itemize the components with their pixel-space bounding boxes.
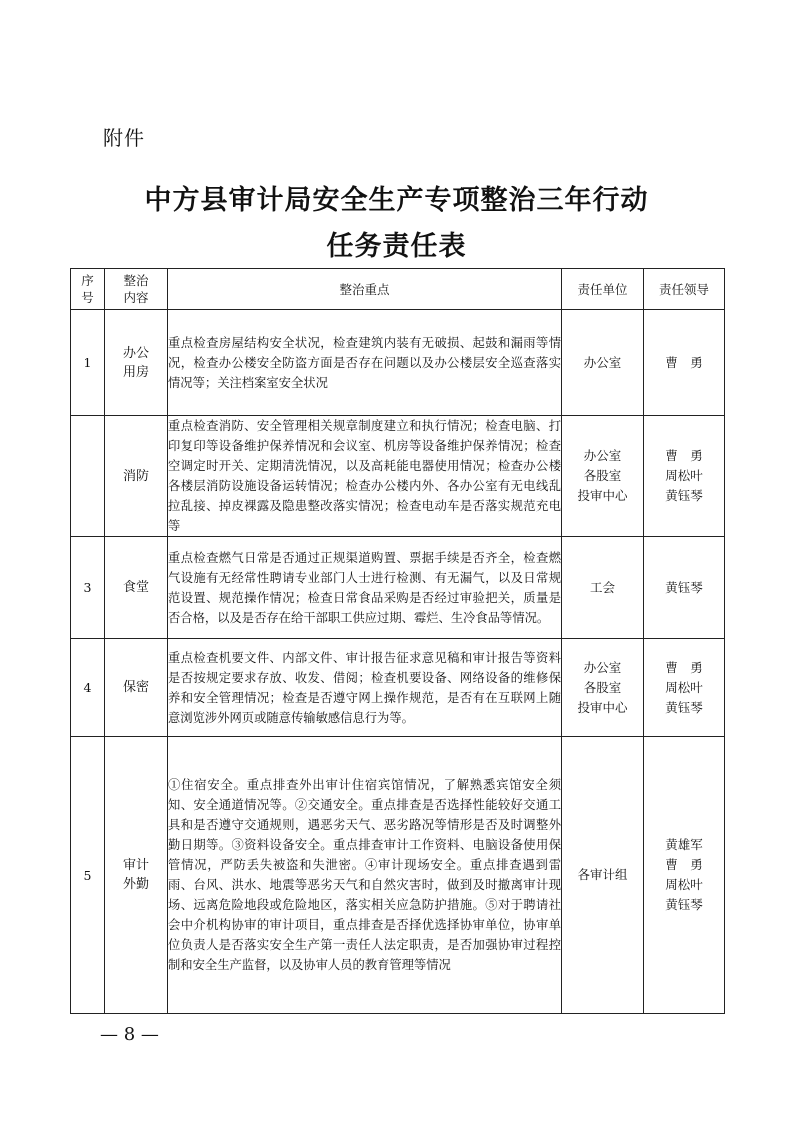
- row-leader-line: 黄钰琴: [665, 488, 703, 503]
- row-leader-line: 周松叶: [665, 679, 703, 695]
- row-focus: 重点检查房屋结构安全状况，检查建筑内装有无破损、起鼓和漏雨等情况，检查办公楼安全防盗方面是否存在问题以及办公楼层安全巡查落实情况等；关注档案室安全状况: [168, 310, 562, 416]
- row-number: 3: [71, 537, 105, 639]
- row-unit-line: 各审计组: [577, 867, 628, 882]
- row-topic-line: 用房: [122, 364, 149, 380]
- header-seq: [71, 269, 105, 310]
- row-topic-line: 外勤: [122, 877, 149, 892]
- page-number: — 8 —: [100, 1024, 159, 1045]
- table-body: [71, 310, 725, 1014]
- row-leader-line: 周松叶: [665, 877, 703, 892]
- row-focus: 重点检查机要文件、内部文件、审计报告征求意见稿和审计报告等资料是否按规定要求存放、收发、借阅；检查机要设备、网络设备的维修保养和安全管理情况；检查是否遵守网上操作规范，是否有在互联网上随意浏览涉外网页或随意传输敏感信息行为等。: [168, 639, 562, 737]
- row-leader-line: 黄钰琴: [665, 897, 703, 912]
- row-unit-line: 办公室: [583, 659, 622, 675]
- row-number: [71, 416, 105, 537]
- row-topic-line: 审计: [122, 858, 149, 873]
- row-unit: [562, 416, 644, 537]
- table-row: [71, 639, 725, 737]
- row-topic-line: 食堂: [122, 580, 149, 595]
- row-unit-line: 办公室: [583, 354, 622, 370]
- header-leader: [644, 269, 725, 310]
- row-number: 4: [71, 639, 105, 737]
- header-focus: [168, 269, 562, 310]
- table-row: [71, 737, 725, 1014]
- row-topic: [105, 416, 168, 537]
- row-unit-line: 投审中心: [577, 699, 628, 715]
- table-row: [71, 416, 725, 537]
- header-unit-text: 责任单位: [577, 281, 628, 297]
- row-topic: [105, 310, 168, 416]
- row-unit-line: 各股室: [583, 679, 622, 695]
- row-topic-line: 消防: [122, 468, 149, 484]
- header-unit: [562, 269, 644, 310]
- row-topic-line: 保密: [122, 680, 149, 695]
- row-focus: ①住宿安全。重点排查外出审计住宿宾馆情况，了解熟悉宾馆安全须知、安全通道情况等。②交通安全。重点排查是否选择性能较好交通工具和是否遵守交通规则，遇恶劣天气、恶劣路况等情形是否及时调整外勤日期等。③资料设备安全。重点排查审计工作资料、电脑设备使用保管情况，严防丢失被盗和失泄密。④审计现场安全。重点排查遇到雷雨、台风、洪水、地震等恶劣天气和自然灾害时，做到及时撤离审计现场、远离危险地段或危险地区，落实相关应急防护措施。⑤对于聘请社会中介机构协审的审计项目，重点排查是否择优选择协审单位，协审单位负责人是否落实安全生产第一责任人法定职责，是否加强协审过程控制和安全生产监督，以及协审人员的教育管理等情况: [168, 737, 562, 1014]
- row-number: 5: [71, 737, 105, 1014]
- row-leader: [644, 737, 725, 1014]
- row-leader: [644, 310, 725, 416]
- row-topic-line: 办公: [122, 345, 149, 361]
- row-leader-line: 曹 勇: [665, 857, 703, 872]
- row-leader-line: 黄雄军: [665, 837, 703, 852]
- header-content: [105, 269, 168, 310]
- header-leader-text: 责任领导: [658, 281, 709, 297]
- row-leader: [644, 416, 725, 537]
- row-leader-line: 黄钰琴: [665, 699, 703, 715]
- row-leader-line: 曹 勇: [665, 659, 703, 675]
- row-leader-line: 周松叶: [665, 468, 703, 483]
- row-unit: [562, 537, 644, 639]
- row-topic: [105, 537, 168, 639]
- row-unit: [562, 310, 644, 416]
- table-row: [71, 310, 725, 416]
- row-unit-line: 办公室: [583, 448, 622, 463]
- header-seq-text: 序号: [81, 273, 94, 305]
- row-topic: [105, 737, 168, 1014]
- row-unit: [562, 639, 644, 737]
- row-unit: [562, 737, 644, 1014]
- row-unit-line: 各股室: [583, 468, 622, 483]
- row-leader: [644, 537, 725, 639]
- row-focus: 重点检查消防、安全管理相关规章制度建立和执行情况；检查电脑、打印复印等设备维护保养情况和会议室、机房等设备维护保养情况；检查空调定时开关、定期清洗情况，以及高耗能电器使用情况；检查办公楼各楼层消防设施设备运转情况；检查办公楼内外、各办公室有无电线乱拉乱接、掉皮裸露及隐患整改落实情况；检查电动车是否落实规范充电等: [168, 416, 562, 537]
- row-leader-line: 黄钰琴: [665, 579, 703, 595]
- row-leader-line: 曹 勇: [665, 354, 703, 370]
- document-title-line2: 任务责任表: [326, 231, 467, 262]
- row-leader-line: 曹 勇: [665, 448, 703, 463]
- row-number: 1: [71, 310, 105, 416]
- table-row: [71, 537, 725, 639]
- header-content-text: 整治内容: [123, 273, 149, 305]
- row-focus: 重点检查燃气日常是否通过正规渠道购置、票据手续是否齐全，检查燃气设施有无经常性聘请专业部门人士进行检测、有无漏气，以及日常规范设置、规范操作情况；检查日常食品采购是否经过审验把关，质量是否合格，以及是否存在给干部职工供应过期、霉烂、生冷食品等情况。: [168, 537, 562, 639]
- document-title-line1: 中方县审计局安全生产专项整治三年行动: [144, 185, 649, 216]
- row-unit-line: 投审中心: [577, 488, 628, 503]
- annex-label: 附件: [103, 126, 145, 150]
- row-topic: [105, 639, 168, 737]
- row-leader: [644, 639, 725, 737]
- header-focus-text: 整治重点: [339, 281, 390, 297]
- responsibility-table: [70, 268, 725, 1014]
- row-unit-line: 工会: [589, 579, 615, 595]
- table-header-row: [71, 269, 725, 310]
